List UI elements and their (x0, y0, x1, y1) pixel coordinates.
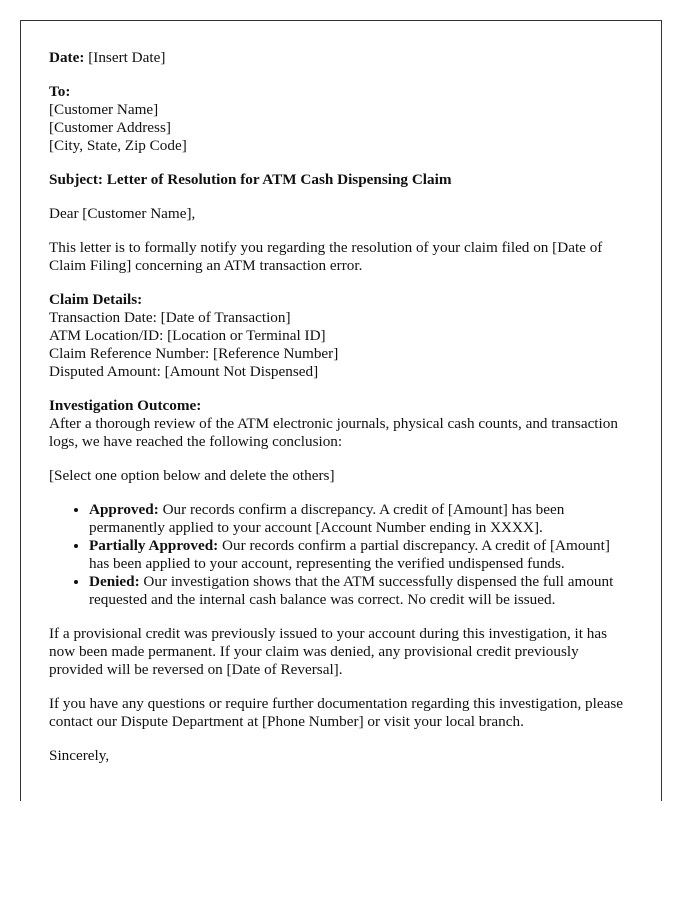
option-partially-approved (89, 537, 633, 573)
recipient-address: [Customer Address] (49, 119, 171, 136)
option-label: Approved: (89, 501, 159, 518)
claim-detail-line: Disputed Amount: [Amount Not Dispensed] (49, 363, 319, 380)
salutation: Dear [Customer Name], (49, 205, 196, 222)
letter-page (20, 20, 662, 801)
to-label: To: (49, 83, 71, 100)
outcome-options (49, 501, 633, 609)
claim-details (49, 291, 633, 381)
investigation-text: After a thorough review of the ATM electronic journals, physical cash counts, and transaction logs, we have reached the following conclusion: (49, 415, 618, 450)
investigation-outcome (49, 397, 633, 451)
option-text: Our records confirm a partial discrepancy. A credit of [Amount] has been applied to your account, representing the verified undispensed funds. (89, 537, 610, 572)
option-denied (89, 573, 633, 609)
option-text: Our investigation shows that the ATM successfully dispensed the full amount requested and the internal cash balance was correct. No credit will be issued. (89, 573, 614, 608)
recipient-city: [City, State, Zip Code] (49, 137, 187, 154)
date-label: Date: (49, 49, 85, 66)
option-label: Denied: (89, 573, 140, 590)
recipient-name: [Customer Name] (49, 101, 159, 118)
claim-details-heading: Claim Details: (49, 291, 143, 308)
instruction-text: [Select one option below and delete the others] (49, 467, 335, 484)
intro-paragraph: This letter is to formally notify you regarding the resolution of your claim filed on [Date of Claim Filing] concerning an ATM transaction error. (49, 239, 603, 274)
contact-paragraph: If you have any questions or require further documentation regarding this investigation, please contact our Dispute Department at [Phone Number] or visit your local branch. (49, 695, 624, 730)
subject-text: Subject: Letter of Resolution for ATM Cash Dispensing Claim (49, 171, 452, 188)
subject-line (49, 171, 633, 189)
claim-detail-line: ATM Location/ID: [Location or Terminal ID] (49, 327, 326, 344)
option-approved (89, 501, 633, 537)
claim-detail-line: Claim Reference Number: [Reference Number] (49, 345, 339, 362)
option-text: Our records confirm a discrepancy. A credit of [Amount] has been permanently applied to your account [Account Number ending in XXXX]. (89, 501, 565, 536)
investigation-heading: Investigation Outcome: (49, 397, 202, 414)
closing: Sincerely, (49, 747, 110, 764)
recipient-block (49, 83, 633, 155)
claim-detail-line: Transaction Date: [Date of Transaction] (49, 309, 291, 326)
date-value: [Insert Date] (88, 49, 166, 66)
option-label: Partially Approved: (89, 537, 219, 554)
provisional-paragraph: If a provisional credit was previously issued to your account during this investigation, it has now been made permanent. If your claim was denied, any provisional credit previously provided will be reversed on [Date of Reversal]. (49, 625, 608, 678)
date-line (49, 49, 633, 67)
